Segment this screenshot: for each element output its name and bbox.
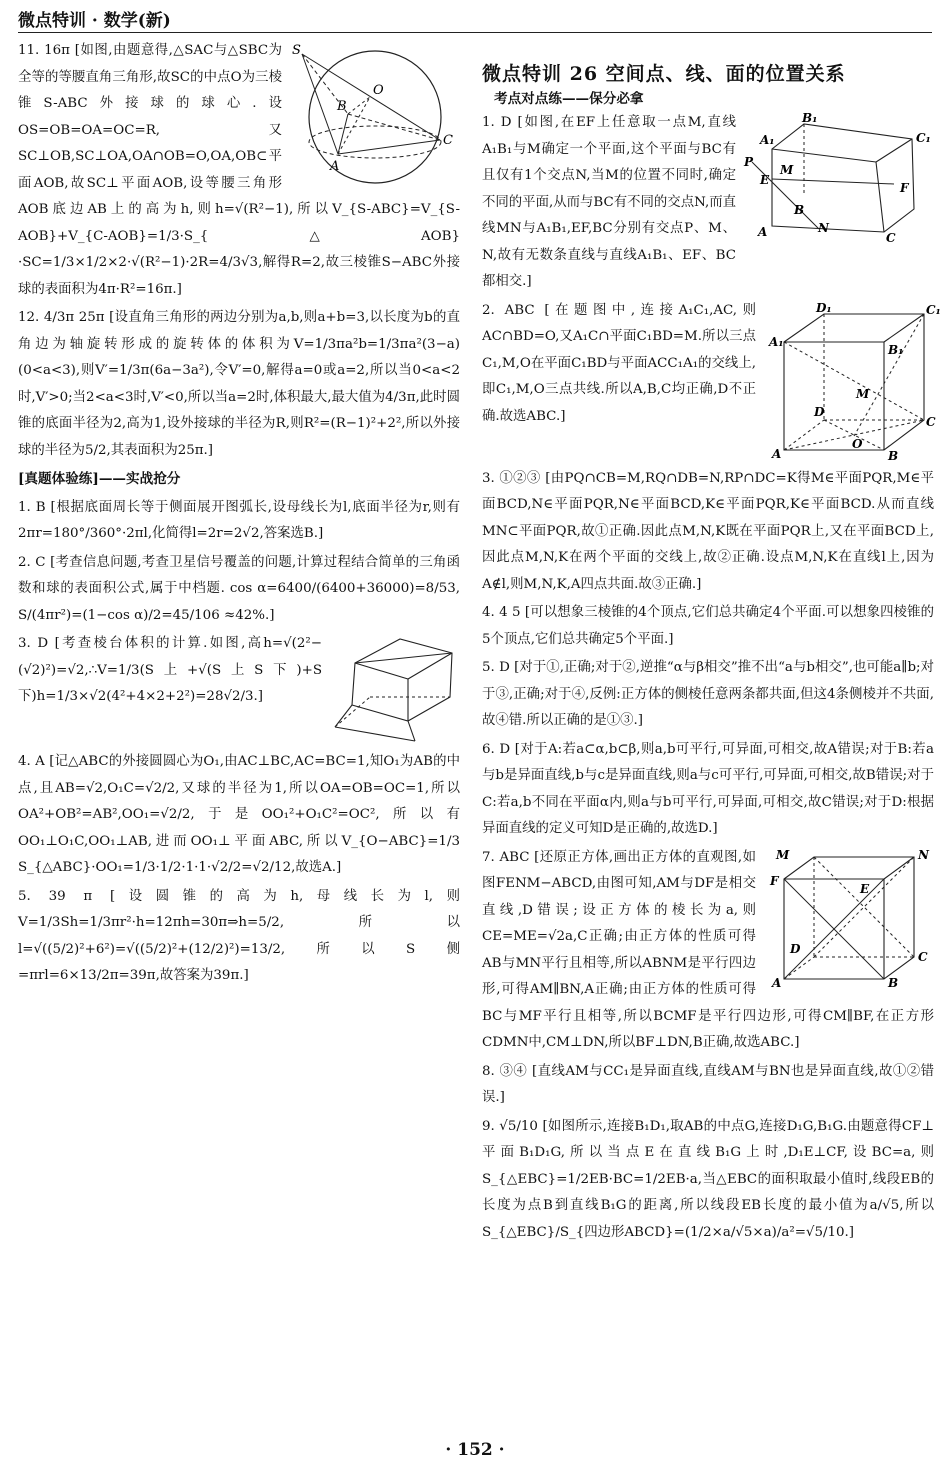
real-answer-4-number: 4. A <box>18 754 45 769</box>
answer-7 <box>482 845 934 1057</box>
real-answer-1-number: 1. B <box>18 499 46 515</box>
sphere-figure <box>290 42 460 192</box>
label-a1-cube: A₁ <box>769 334 784 349</box>
page-header: 微点特训 · 数学(新) <box>18 11 171 31</box>
real-answer-2-number: 2. C <box>18 554 46 570</box>
real-answer-2-text: [考查信息问题,考查卫星信号覆盖的问题,计算过程结合简单的三角函数和球的表面积公式,属于中档题. cos α=6400/(6400+36000)=8/53, S/(4πr²)=(1−cos α)/2=45/106 ≈42%.] <box>18 554 460 623</box>
label-b1-cube: B₁ <box>888 342 904 357</box>
answer-5-text: [对于①,正确;对于②,逆推“α与β相交”推不出“a与b相交”,也可能a∥b;对于③,正确;对于④,反例:正方体的侧棱任意两条都共面,但这4条侧棱并不共面,故④错.所以正确的是①③.] <box>482 660 934 728</box>
label-c: C <box>886 231 896 245</box>
label-b-cube: B <box>888 448 899 463</box>
real-answer-4 <box>18 749 460 882</box>
label-a1: A₁ <box>760 133 775 147</box>
real-answer-1 <box>18 495 460 548</box>
label-o-cube: O <box>852 436 863 451</box>
answer-1 <box>482 110 934 296</box>
label-p: P <box>744 155 754 169</box>
answer-5 <box>482 655 934 735</box>
label-f: F <box>900 181 909 195</box>
left-column <box>18 38 460 992</box>
answer-1-number: 1. D <box>482 115 512 130</box>
answer-1-text: [如图,在EF上任意取一点M,直线A₁B₁与M确定一个平面,这个平面与BC有且仅有1个交点N,当M的位置不同时,确定不同的平面,从而与BC有不同的交点N,而直线MN与A₁B₁,EF,BC分别有交点P、M、N,故有无数条直线与直线A₁B₁、EF、BC都相交.] <box>482 115 736 289</box>
real-answer-5-text: [设圆锥的高为h,母线长为l,则V=1/3Sh=1/3πr²·h=12πh=30π⇒h=5/2,所以l=√((5/2)²+6²)=√((5/2)²+(12/2)²)=13/2,所以S侧=πrl=6×13/2π=39π,故答案为39π.] <box>18 888 460 983</box>
label-a: A <box>758 225 768 239</box>
answer-4-text: [可以想象三棱锥的4个顶点,它们总共确定4个平面.可以想象四棱锥的5个顶点,它们总共确定5个平面.] <box>482 605 935 647</box>
answer-3 <box>482 466 934 599</box>
label-c: C <box>443 133 453 148</box>
label-c1: C₁ <box>916 131 931 145</box>
page-number: · 152 · <box>445 1440 505 1460</box>
real-answer-1-text: [根据底面周长等于侧面展开图弧长,设母线长为l,底面半径为r,则有2πr=180°/360°·2πl,化简得l=2r=2√2,答案选B.] <box>18 499 460 541</box>
real-answer-4-text: [记△ABC的外接圆圆心为O₁,由AC⊥BC,AC=BC=1,知O₁为AB的中点,且AB=√2,O₁C=√2/2,又球的半径为1,所以OA=OB=OC=1,所以OA²+OB²=AB²,OO₁=√2/2,于是OO₁²+O₁C²=OC²,所以有OO₁⊥O₁C,OO₁⊥AB,进而OO₁⊥平面ABC,所以V_{O−ABC}=1/3 S_{△ABC}·OO₁=1/3·1/2·1·1·√2/2=√2/12,故选A.] <box>18 754 461 875</box>
label-b1: B₁ <box>802 111 818 125</box>
label-m7: M <box>776 847 790 862</box>
header-rule <box>18 32 932 33</box>
label-c7: C <box>918 949 928 964</box>
label-d-cube: D <box>814 404 825 419</box>
answer-7-number: 7. ABC <box>482 849 530 865</box>
answer-8-number: 8. ③④ <box>482 1063 528 1079</box>
answer-6 <box>482 737 934 843</box>
label-b7: B <box>888 975 899 990</box>
label-n7: N <box>918 847 929 862</box>
answer-12-number: 12. 4/3π 25π <box>18 310 105 325</box>
label-b: B <box>337 99 347 114</box>
label-m: M <box>780 163 794 177</box>
real-answer-5-number: 5. 39 π <box>18 888 93 904</box>
answer-6-text: [对于A:若a⊂α,b⊂β,则a,b可平行,可异面,可相交,故A错误;对于B:若a与b是异面直线,b与c是异面直线,则a与c可平行,可异面,可相交,故B错误;对于C:若a,b不同在平面α内,则a与b可平行,可异面,可相交,故C错误;对于D:根据异面直线的定义可知D是正确的,故选D.] <box>482 741 934 836</box>
answer-11 <box>18 38 460 303</box>
answer-9-text: [如图所示,连接B₁D₁,取AB的中点G,连接D₁G,B₁G.由题意得CF⊥平面B₁D₁G,所以当点E在直线B₁G上时,D₁E⊥CF,设BC=a,则S_{△EBC}=1/2EB·BC=1/2EB·a,当△EBC的面积取最小值时,线段EB的长度为点B到直线B₁G的距离,所以线段EB长度的最小值为a/√5,所以S_{△EBC}/S_{四边形ABCD}=(1/2×a/√5×a)/a²=√5/10.] <box>482 1118 934 1240</box>
answer-11-text: [如图,由题意得,△SAC与△SBC为全等的等腰直角三角形,故SC的中点O为三棱锥S-ABC外接球的球心.设OS=OB=OA=OC=R,又SC⊥OB,SC⊥OA,OA∩OB=O,OA,OB⊂平面AOB,故SC⊥平面AOB,设等腰三角形AOB底边AB上的高为h,则h=√(R²−1),所以V_{S-ABC}=V_{S-AOB}+V_{C-AOB}=1/3·S_{△AOB}·SC=1/3×1/2×2·√(R²−1)·2R=4/3√3,解得R=2,故三棱锥S−ABC外接球的表面积为4π·R²=16π.] <box>18 43 460 297</box>
real-answer-3-text: [考查棱台体积的计算.如图,高h=√(2²−(√2)²)=√2,∴V=1/3(S上+√(S上S下)+S下)h=1/3×√2(4²+4×2+2²)=28√2/3.] <box>18 636 322 704</box>
cube-figure <box>764 300 941 463</box>
label-a-cube: A <box>772 446 782 461</box>
label-c1-cube: C₁ <box>926 302 941 317</box>
answer-2-text: [在题图中,连接A₁C₁,AC,则AC∩BD=O,又A₁C∩平面C₁BD=M.所以三点C₁,M,O在平面C₁BD与平面ACC₁A₁的交线上,即C₁,M,O三点共线.所以A,B,C均正确,D不正确.故选ABC.] <box>482 302 756 424</box>
section-real-exam: [真题体验练]——实战抢分 <box>18 471 181 487</box>
answer-7-text: [还原正方体,画出正方体的直观图,如图FENM−ABCD,由图可知,AM与DF是相交直线,D错误;设正方体的棱长为a,则CE=ME=√2a,C正确;由正方体的性质可得AB与MN平行且相等,所以ABNM是平行四边形,可得AM∥BN,A正确;由正方体的性质可得BC与MF平行且相等,所以BCMF是平行四边形,可得CM∥BF,在正方形CDMN中,CM⊥DN,所以BF⊥DN,B正确,故选ABC.] <box>482 849 934 1050</box>
answer-5-number: 5. D <box>482 660 510 675</box>
real-answer-2 <box>18 550 460 630</box>
section-title: 微点特训 26 空间点、线、面的位置关系 <box>482 63 846 85</box>
answer-9 <box>482 1114 934 1247</box>
real-answer-3-number: 3. D <box>18 636 49 651</box>
label-o: O <box>373 83 384 98</box>
label-b: B <box>794 203 805 217</box>
answer-2 <box>482 298 941 463</box>
label-c-cube: C <box>926 414 936 429</box>
label-a: A <box>330 159 340 174</box>
answer-6-number: 6. D <box>482 741 511 757</box>
prism-figure <box>744 111 934 245</box>
label-e7: E <box>860 881 870 896</box>
right-column <box>482 38 941 1248</box>
label-m-cube: M <box>856 386 870 401</box>
answer-12 <box>18 305 460 464</box>
label-n: N <box>818 221 829 235</box>
answer-3-text: [由PQ∩CB=M,RQ∩DB=N,RP∩DC=K得M∈平面PQR,M∈平面BCD,N∈平面PQR,N∈平面BCD,K∈平面PQR,K∈平面BCD.从而直线MN⊂平面PQR,故①正确.因此点M,N,K既在平面PQR上,又在平面BCD上,因此点M,N,K在两个平面的交线上,故②正确.设点M,N,K在直线l上,因为A∉l,则M,N,K,A四点共面.故③正确.] <box>482 470 934 592</box>
cube-fenm-figure <box>764 849 934 989</box>
answer-8 <box>482 1059 934 1112</box>
answer-8-text: [直线AM与CC₁是异面直线,直线AM与BN也是异面直线,故①②错误.] <box>482 1063 934 1105</box>
label-s: S <box>292 43 301 58</box>
answer-11-number: 11. 16π <box>18 43 70 58</box>
label-d1: D₁ <box>816 300 832 315</box>
real-answer-5 <box>18 884 460 990</box>
label-d7: D <box>790 941 801 956</box>
section-subtitle: 考点对点练——保分必拿 <box>494 91 644 107</box>
answer-9-number: 9. √5/10 <box>482 1118 538 1134</box>
real-answer-3 <box>18 631 460 711</box>
answer-12-text: [设直角三角形的两边分别为a,b,则a+b=3,以长度为b的直角边为轴旋转形成的旋转体的体积为V=1/3πa²b=1/3πa²(3−a)(0<a<3),则V′=1/3π(6a−3a²),令V′=0,解得a=0或a=2,所以当0<a<2时,V′>0;当2<a<3时,V′<0,所以当a=2时,体积最大,最大值为4/3π,此时圆锥的底面半径为2,高为1,设外接球的半径为R,则R²=(R−1)²+2²,所以外接球的半径为5/2,其表面积为25π.] <box>18 310 461 458</box>
answer-3-number: 3. ①②③ <box>482 470 541 486</box>
label-a7: A <box>772 975 782 990</box>
answer-4 <box>482 600 934 653</box>
label-f7: F <box>770 873 779 888</box>
label-e: E <box>760 173 770 187</box>
frustum-figure <box>330 635 460 745</box>
answer-2-number: 2. ABC <box>482 302 535 318</box>
answer-4-number: 4. 4 5 <box>482 605 521 620</box>
